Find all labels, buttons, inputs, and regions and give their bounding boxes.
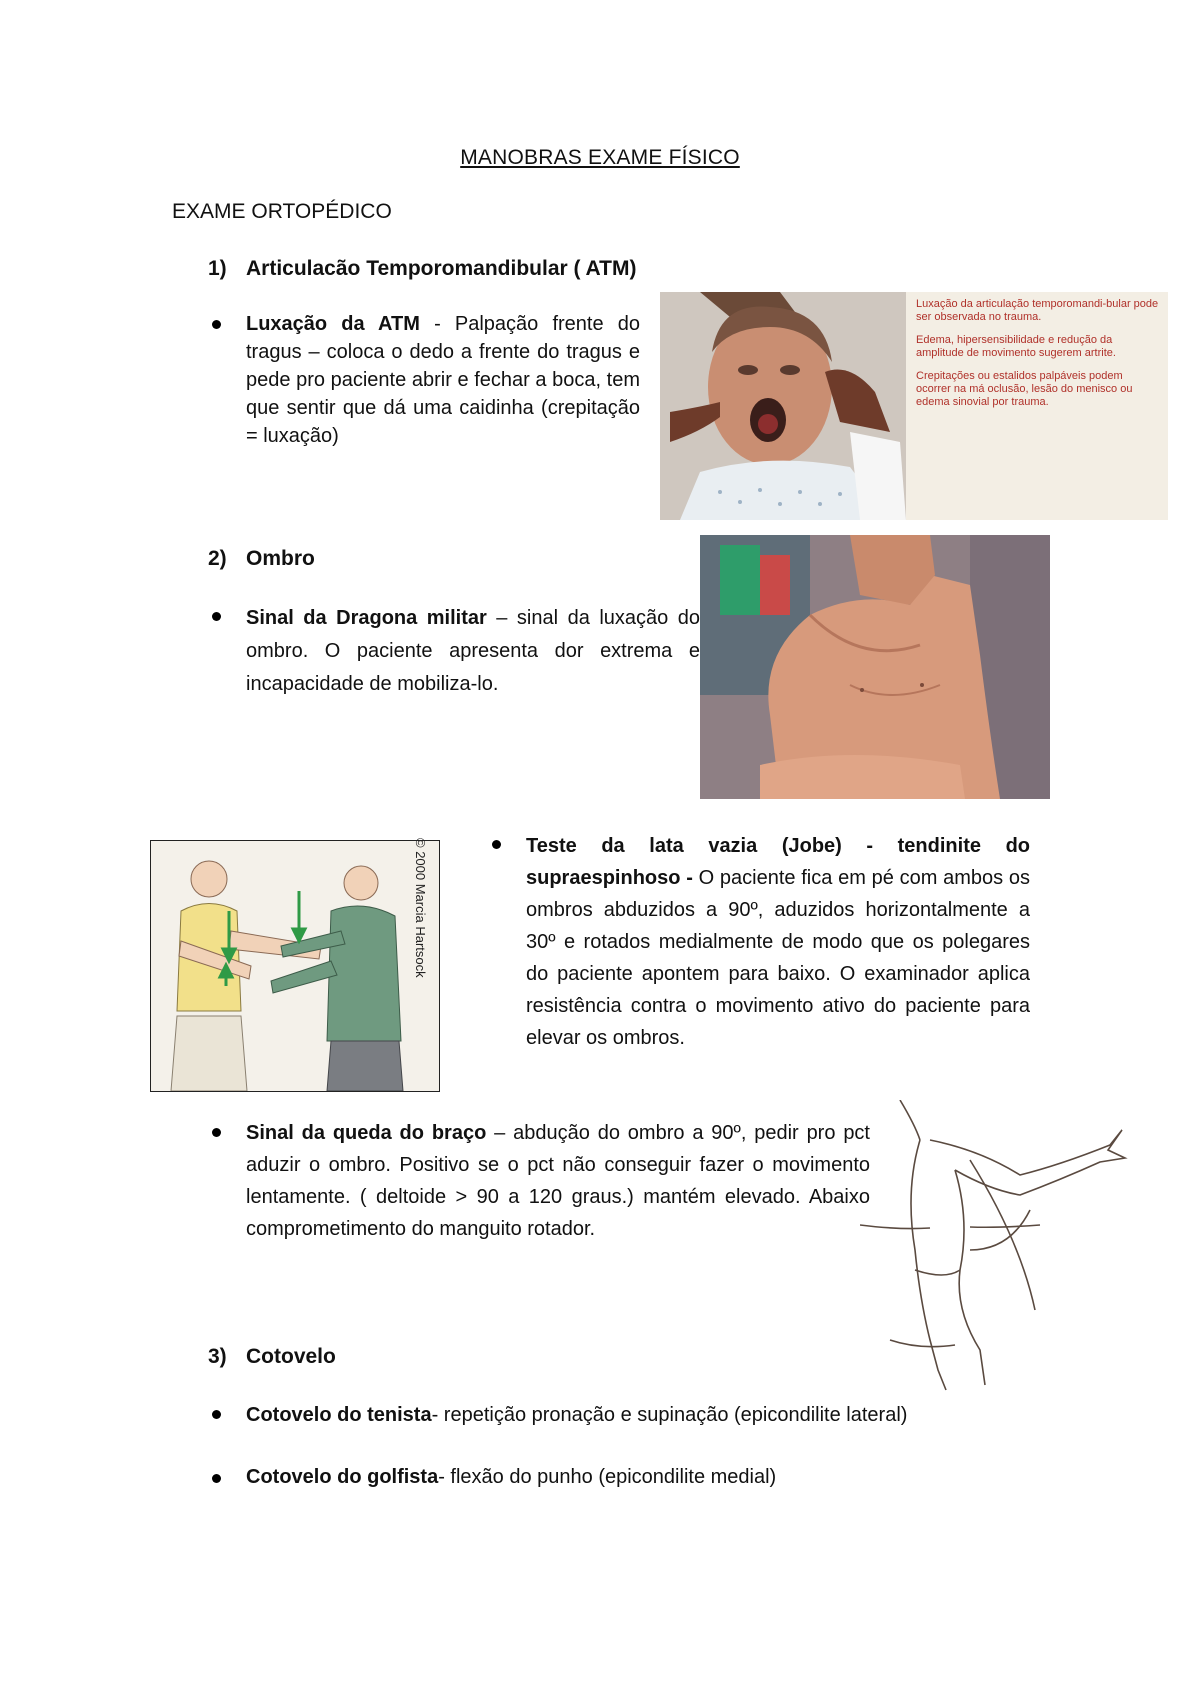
- queda-braco-text: – abdução do ombro a 90º, pedir pro pct aduzir o ombro. Positivo se o pct não conseguir fazer o movimento lentamente. ( deltoide > 90 a 120 graus.) mantém elevado. Abaixo comprometimento do manguito rotador.: [246, 1122, 870, 1240]
- bullet-dot: [212, 320, 221, 329]
- heading-cotovelo-label: Cotovelo: [246, 1345, 336, 1368]
- heading-ombro: [208, 547, 315, 571]
- heading-atm-label: Articulacão Temporomandibular ( ATM): [246, 257, 637, 280]
- bullet-dot: [212, 1410, 221, 1419]
- bullet-dot: [212, 1128, 221, 1137]
- heading-ombro-number: 2): [208, 547, 227, 570]
- atm-luxacao-term: Luxação da ATM: [246, 313, 420, 335]
- bullet-dot: [212, 1474, 221, 1483]
- tenista-term: Cotovelo do tenista: [246, 1404, 432, 1426]
- jobe-term: Teste da lata vazia (Jobe) - tendinite do supraespinhoso -: [526, 835, 1030, 889]
- arm-drop-sketch: [860, 1100, 1130, 1392]
- jobe-paragraph: [526, 830, 1030, 1054]
- atm-caption-box: [906, 292, 1168, 520]
- jobe-credit: © 2000 Marcia Hartsock: [413, 838, 428, 978]
- golfista-text: - flexão do punho (epicondilite medial): [438, 1466, 777, 1488]
- atm-luxacao-paragraph: [246, 310, 640, 450]
- jobe-text: O paciente fica em pé com ambos os ombros abduzidos a 90º, aduzidos horizontalmente a 30º e rotados medialmente de modo que os polegares do paciente apontem para baixo. O examinador aplica resistência contra o movimento ativo do paciente para elevar os ombros.: [526, 867, 1030, 1049]
- atm-caption-3: Crepitações ou estalidos palpáveis podem ocorrer na má oclusão, lesão do menisco ou edema sinovial por trauma.: [916, 370, 1133, 408]
- tenista-text: - repetição pronação e supinação (epicondilite lateral): [431, 1404, 908, 1426]
- dragona-term: Sinal da Dragona militar: [246, 607, 487, 629]
- heading-cotovelo-number: 3): [208, 1345, 227, 1368]
- queda-braco-paragraph: [246, 1117, 870, 1245]
- atm-caption-2: Edema, hipersensibilidade e redução da amplitude de movimento sugerem artrite.: [916, 334, 1116, 359]
- dragona-paragraph: [246, 602, 700, 701]
- queda-braco-term: Sinal da queda do braço: [246, 1122, 487, 1144]
- document-title: MANOBRAS EXAME FÍSICO: [460, 146, 740, 169]
- atm-luxacao-text: - Palpação frente do tragus – coloca o dedo a frente do tragus e pede pro paciente abrir e fechar a boca, tem que sentir que dá uma caidinha (crepitação = luxação): [246, 313, 640, 447]
- golfista-term: Cotovelo do golfista: [246, 1466, 439, 1488]
- atm-patient-photo: [660, 292, 906, 520]
- bullet-dot: [212, 612, 221, 621]
- jobe-test-illustration: [150, 840, 440, 1092]
- heading-cotovelo: [208, 1345, 336, 1369]
- heading-atm-number: 1): [208, 257, 227, 280]
- heading-ombro-label: Ombro: [246, 547, 315, 570]
- bullet-dot: [492, 840, 501, 849]
- shoulder-patient-photo: [700, 535, 1050, 799]
- tenista-paragraph: [246, 1399, 1030, 1431]
- golfista-paragraph: [246, 1463, 1030, 1491]
- atm-caption-1: Luxação da articulação temporomandi-bular pode ser observada no trauma.: [916, 298, 1159, 323]
- heading-atm: [208, 257, 636, 281]
- section-heading: EXAME ORTOPÉDICO: [172, 200, 392, 223]
- dragona-text: – sinal da luxação do ombro. O paciente apresenta dor extrema e incapacidade de mobiliza-lo.: [246, 607, 700, 695]
